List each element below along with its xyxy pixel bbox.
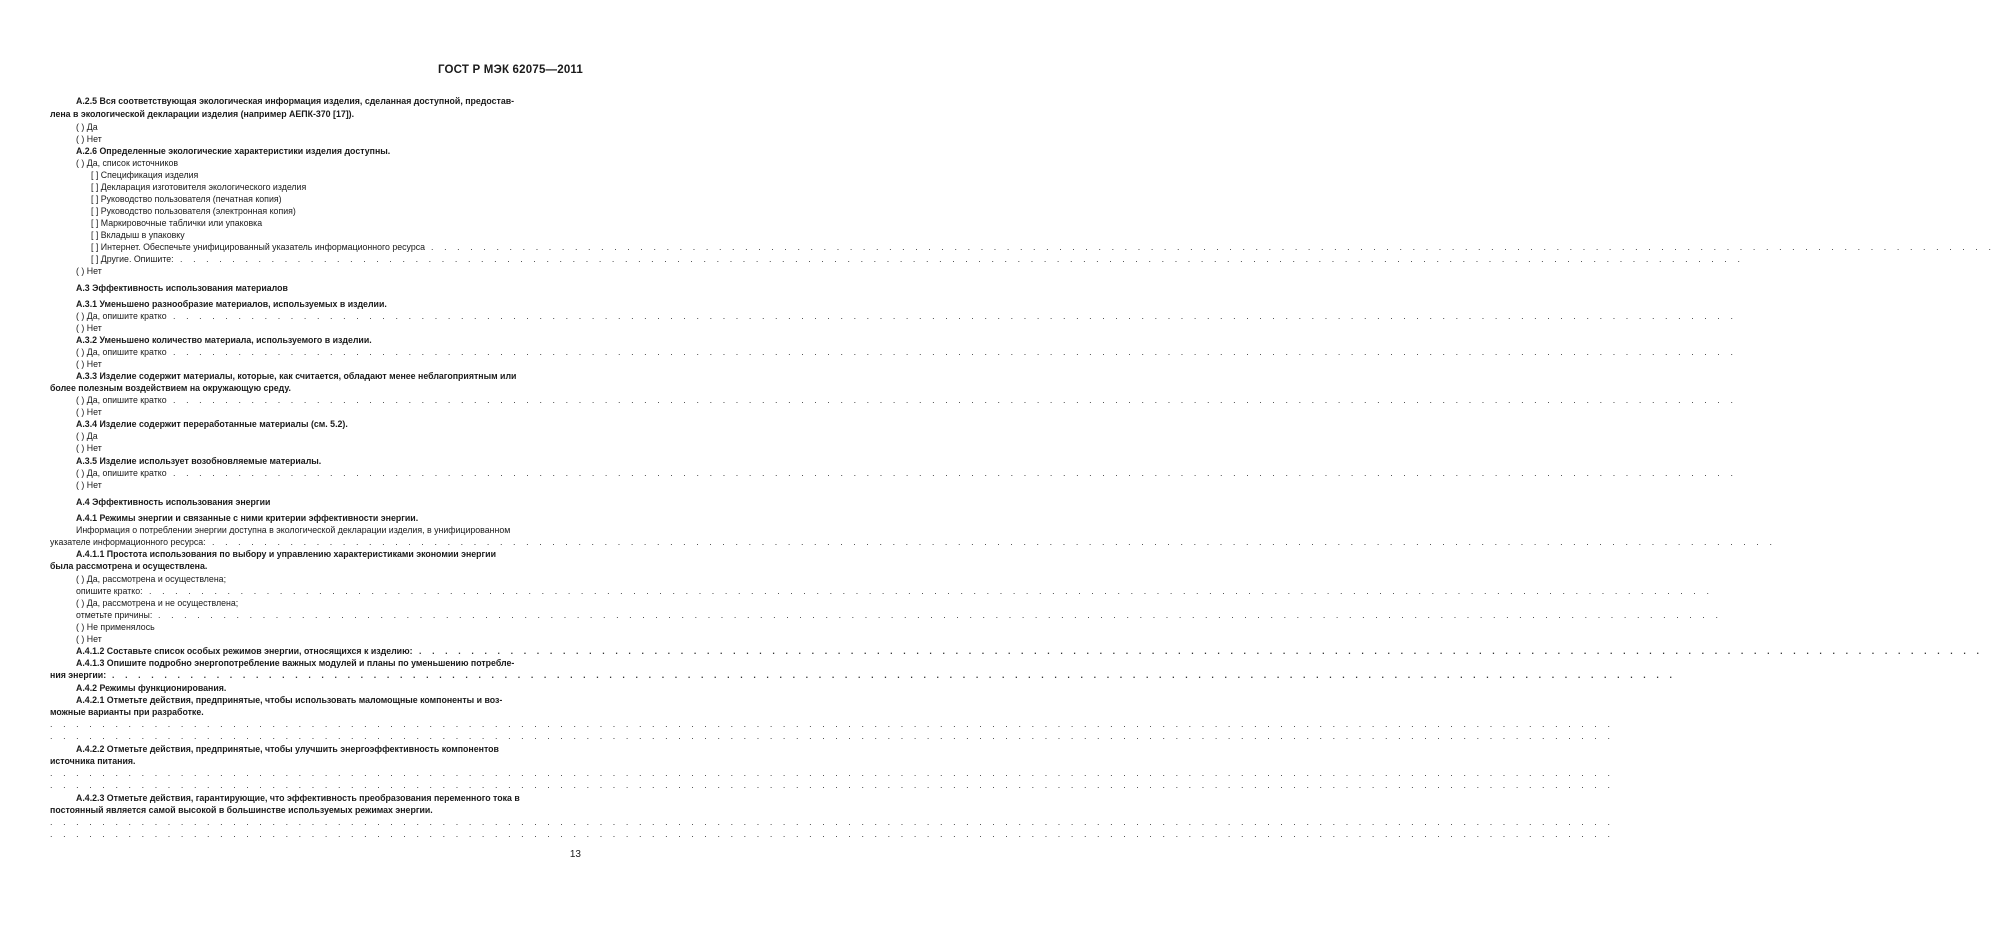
line-text: A.4.1 Режимы энергии и связанные с ними критерии эффективности энергии. (76, 513, 419, 523)
line-text: A.3.4 Изделие содержит переработанные материалы (см. 5.2). (76, 419, 348, 429)
line-text: ( ) Не применялось (76, 622, 155, 632)
line-text: [ ] Руководство пользователя (печатная копия) (91, 194, 282, 204)
line-text: ( ) Да, опишите кратко (76, 468, 167, 478)
fill-in-dotted-leader: . . . . . . . . . . . . . . . . . . . . . . . . . . . . . . . . . . . . . . . . . . . . . . . . . . . . . . . . . . . . . . . . . . . . . . . . . . . . . . . . . . . . . . . . . . . . . . . . . . . . . . . . . . . . . . . . . . . . . . . . (431, 242, 1995, 252)
line-text: источника питания. (50, 756, 136, 766)
line-text: ( ) Нет (76, 134, 102, 144)
line-text: A.3.1 Уменьшено разнообразие материалов, используемых в изделии. (76, 299, 387, 309)
line-text: A.3.5 Изделие использует возобновляемые материалы. (76, 456, 322, 466)
line-text: указателе информационного ресурса: (50, 537, 206, 547)
line-text: более полезным воздействием на окружающую среду. (50, 383, 291, 393)
line-text: можные варианты при разработке. (50, 707, 204, 717)
line-text: ( ) Нет (76, 634, 102, 644)
line-text: постоянный является самой высокой в большинстве используемых режимах энергии. (50, 805, 433, 815)
line-text: [ ] Спецификация изделия (91, 170, 199, 180)
fill-in-dotted-leader: . . . . . . . . . . . . . . . . . . . . . . . . . . . . . . . . . . . . . . . . . . . . . . . . . . . . . . . . . . . . . . . . . . . . . . . . . . . . . . . . . . . . . . . . . . . . . . . . . . . . . . . . . . . . . . . . . . . . . . . . (149, 586, 1714, 596)
fill-in-dotted-leader: . . . . . . . . . . . . . . . . . . . . . . . . . . . . . . . . . . . . . . . . . . . . . . . . . . . . . . . . . . . . . . . . . . . . . . . . . . . . . . . . . . . . . . . . . . . . . . . . . . . . . . . . . . . . . . . . . . . . . . . . (173, 468, 1738, 478)
line-text: A.2.6 Определенные экологические характеристики изделия доступны. (76, 146, 391, 156)
line-text: лена в экологической декларации изделия (например AЕПК-370 [17]). (50, 109, 355, 119)
line-text: ( ) Нет (76, 266, 102, 276)
line-text: A.4.2 Режимы функционирования. (76, 683, 227, 693)
line-text: отметьте причины: (76, 610, 153, 620)
fill-in-dotted-leader: . . . . . . . . . . . . . . . . . . . . . . . . . . . . . . . . . . . . . . . . . . . . . . . . . . . . . . . . . . . . . . . . . . . . . . . . . . . . . . . . . . . . . . . . . . . . . . . . . . . . . . . . . . . . . . . . . . . . . . . . (50, 780, 1615, 790)
line-text: A.3.3 Изделие содержит материалы, которые, как считается, обладают менее неблагоприятным или (76, 371, 517, 381)
line-text: ( ) Да, опишите кратко (76, 347, 167, 357)
fill-in-dotted-leader: . . . . . . . . . . . . . . . . . . . . . . . . . . . . . . . . . . . . . . . . . . . . . . . . . . . . . . . . . . . . . . . . . . . . . . . . . . . . . . . . . . . . . . . . . . . . . . . . . . . . . . . . . . . . . . . . . . . . . . . . (50, 768, 1615, 778)
standard-header: ГОСТ Р МЭК 62075—2011 (437, 64, 583, 76)
line-text: ( ) Нет (76, 359, 102, 369)
line-text: A.2.5 Вся соответствующая экологическая информация изделия, сделанная доступной, предостав- (76, 96, 515, 106)
line-text: ( ) Да, список источников (76, 158, 179, 168)
line-text: ( ) Да, опишите кратко (76, 395, 167, 405)
line-text: ( ) Нет (76, 443, 102, 453)
line-text: ( ) Нет (76, 407, 102, 417)
line-text: Информация о потреблении энергии доступна в экологической декларации изделия, в унифицированном (76, 525, 511, 535)
line-text: A.3.2 Уменьшено количество материала, используемого в изделии. (76, 335, 372, 345)
fill-in-dotted-leader: . . . . . . . . . . . . . . . . . . . . . . . . . . . . . . . . . . . . . . . . . . . . . . . . . . . . . . . . . . . . . . . . . . . . . . . . . . . . . . . . . . . . . . . . . . . . . . . . . . . . . . . . . . . . . . . . . . . . . . . . (50, 719, 1615, 729)
line-text: [ ] Декларация изготовителя экологического изделия (91, 182, 307, 192)
fill-in-dotted-leader: . . . . . . . . . . . . . . . . . . . . . . . . . . . . . . . . . . . . . . . . . . . . . . . . . . . . . . . . . . . . . . . . . . . . . . . . . . . . . . . . . . . . . . . . . . . . . . . . . . . . . . . . . . . . . . . . . . . . . . . . (173, 347, 1738, 357)
fill-in-dotted-leader: . . . . . . . . . . . . . . . . . . . . . . . . . . . . . . . . . . . . . . . . . . . . . . . . . . . . . . . . . . . . . . . . . . . . . . . . . . . . . . . . . . . . . . . . . . . . . . . . . . . . . . . . . . . . . . . . . . . . . . . . (50, 829, 1615, 839)
line-text: [ ] Руководство пользователя (электронная копия) (91, 206, 296, 216)
line-text: ния энергии: (50, 670, 107, 680)
line-text: ( ) Да, опишите кратко (76, 311, 167, 321)
fill-in-dotted-leader: . . . . . . . . . . . . . . . . . . . . . . . . . . . . . . . . . . . . . . . . . . . . . . . . . . . . . . . . . . . . . . . . . . . . . . . . . . . . . . . . . . . . . . . . . . . . . . . . . . . . . . . . . . . . . . . . . . . . . . . . (180, 254, 1745, 264)
line-text: была рассмотрена и осуществлена. (50, 561, 208, 571)
line-text: A.4.2.2 Отметьте действия, предпринятые, чтобы улучшить энергоэффективность компонентов (76, 744, 499, 754)
line-text: A.4 Эффективность использования энергии (76, 497, 271, 507)
line-text: ( ) Нет (76, 323, 102, 333)
fill-in-dotted-leader: . . . . . . . . . . . . . . . . . . . . . . . . . . . . . . . . . . . . . . . . . . . . . . . . . . . . . . . . . . . . . . . . . . . . . . . . . . . . . . . . . . . . . . . . . . . . . . . . . . . . . . . . . . . . . . . . . . . . . . . . (419, 646, 1984, 656)
line-text: [ ] Другие. Опишите: (91, 254, 174, 264)
line-text: [ ] Интернет. Обеспечьте унифицированный указатель информационного ресурса (91, 242, 426, 252)
line-text: [ ] Вкладыш в упаковку (91, 230, 185, 240)
line-text: опишите кратко: (76, 586, 143, 596)
page-number: 13 (569, 849, 581, 860)
line-text: ( ) Да, рассмотрена и не осуществлена; (76, 598, 239, 608)
fill-in-dotted-leader: . . . . . . . . . . . . . . . . . . . . . . . . . . . . . . . . . . . . . . . . . . . . . . . . . . . . . . . . . . . . . . . . . . . . . . . . . . . . . . . . . . . . . . . . . . . . . . . . . . . . . . . . . . . . . . . . . . . . . . . . (173, 395, 1738, 405)
line-text: ( ) Нет (76, 480, 102, 490)
line-text: ( ) Да (76, 431, 98, 441)
fill-in-dotted-leader: . . . . . . . . . . . . . . . . . . . . . . . . . . . . . . . . . . . . . . . . . . . . . . . . . . . . . . . . . . . . . . . . . . . . . . . . . . . . . . . . . . . . . . . . . . . . . . . . . . . . . . . . . . . . . . . . . . . . . . . . (212, 537, 1777, 547)
line-text: A.3 Эффективность использования материалов (76, 283, 288, 293)
fill-in-dotted-leader: . . . . . . . . . . . . . . . . . . . . . . . . . . . . . . . . . . . . . . . . . . . . . . . . . . . . . . . . . . . . . . . . . . . . . . . . . . . . . . . . . . . . . . . . . . . . . . . . . . . . . . . . . . . . . . . . . . . . . . . . (50, 817, 1615, 827)
line-text: ( ) Да (76, 122, 98, 132)
line-text: A.4.1.1 Простота использования по выбору и управлению характеристиками экономии энергии (76, 549, 496, 559)
line-text: A.4.1.3 Опишите подробно энергопотребление важных модулей и планы по уменьшению потребле- (76, 658, 515, 668)
line-text: A.4.2.1 Отметьте действия, предпринятые, чтобы использовать маломощные компоненты и воз- (76, 695, 503, 705)
line-text: A.4.2.3 Отметьте действия, гарантирующие, что эффективность преобразования переменного тока в (76, 793, 520, 803)
line-text: A.4.1.2 Составьте список особых режимов энергии, относящихся к изделию: (76, 646, 413, 656)
fill-in-dotted-leader: . . . . . . . . . . . . . . . . . . . . . . . . . . . . . . . . . . . . . . . . . . . . . . . . . . . . . . . . . . . . . . . . . . . . . . . . . . . . . . . . . . . . . . . . . . . . . . . . . . . . . . . . . . . . . . . . . . . . . . . . (173, 311, 1738, 321)
fill-in-dotted-leader: . . . . . . . . . . . . . . . . . . . . . . . . . . . . . . . . . . . . . . . . . . . . . . . . . . . . . . . . . . . . . . . . . . . . . . . . . . . . . . . . . . . . . . . . . . . . . . . . . . . . . . . . . . . . . . . . . . . . . . . . (158, 610, 1723, 620)
fill-in-dotted-leader: . . . . . . . . . . . . . . . . . . . . . . . . . . . . . . . . . . . . . . . . . . . . . . . . . . . . . . . . . . . . . . . . . . . . . . . . . . . . . . . . . . . . . . . . . . . . . . . . . . . . . . . . . . . . . . . . . . . . . . . . (112, 670, 1677, 680)
line-text: ( ) Да, рассмотрена и осуществлена; (76, 574, 227, 584)
line-text: [ ] Маркировочные таблички или упаковка (91, 218, 263, 228)
fill-in-dotted-leader: . . . . . . . . . . . . . . . . . . . . . . . . . . . . . . . . . . . . . . . . . . . . . . . . . . . . . . . . . . . . . . . . . . . . . . . . . . . . . . . . . . . . . . . . . . . . . . . . . . . . . . . . . . . . . . . . . . . . . . . . (50, 731, 1615, 741)
